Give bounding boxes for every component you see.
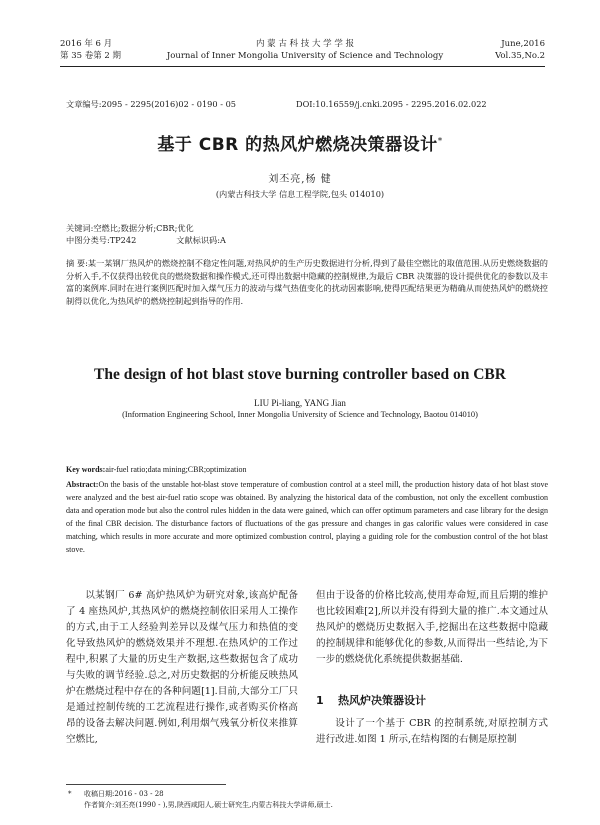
document-code: 文献标识码:A [176, 235, 226, 245]
running-header-left [60, 38, 121, 62]
keywords-en [66, 465, 548, 474]
section-number: 1 [316, 694, 324, 707]
running-header-right [495, 38, 545, 62]
authors-cn: 刘丕亮,杨 健 [268, 174, 332, 185]
abstract-label-en: Abstract: [66, 480, 99, 489]
paper-title-en: The design of hot blast stove burning controller based on CBR [94, 366, 506, 383]
clc-number: 中图分类号:TP242 [66, 235, 137, 245]
body-right-column-bottom: 设计了一个基于 CBR 的控制系统,对原控制方式进行改进.如图 1 所示,在结构图的右侧是原控制 [316, 718, 548, 745]
authors-en: LIU Pi-liang, YANG Jian [254, 398, 346, 408]
keywords-block-cn [66, 222, 546, 246]
footnote-rule [66, 784, 226, 785]
article-number: 文章编号:2095 - 2295(2016)02 - 0190 - 05 [66, 99, 236, 109]
article-meta [66, 99, 546, 110]
title-footnote-mark: * [437, 136, 443, 147]
volume-issue-en: Vol.35,No.2 [495, 51, 545, 61]
body-paragraph: 但由于设备的价格比较高,使用寿命短,而且后期的维护也比较困难[2],所以并没有得到大量的推广.本文通过从热风炉的燃烧历史数据入手,挖掘出在这些数据中隐藏的控制规律和能够优化的参数,从而得出一些结论,为下一步的燃烧优化系统提供数据基础. [316, 590, 548, 665]
volume-issue: 第 35 卷第 2 期 [60, 51, 122, 61]
body-right-column-top [316, 588, 548, 668]
footnote [70, 789, 550, 811]
issue-date-en: June,2016 [501, 39, 545, 49]
running-header-journal [160, 38, 450, 62]
footnote-star: * [68, 790, 72, 798]
abstract-text-en: On the basis of the unstable hot-blast stove temperature of combustion control at a steel mill, the production history data of hot blast stove were analyzed and the best air-fuel ratio scope was obtained. By analyzing the historical data of the combustion, not only the excellent combustion data and operation mode but also the control rules hidden in the data were gained, which can offer optimum parameters and case library for the design of the final CBR decision. The disturbance factors of fluctuations of the gas pressure and changes in gas calorific values were considered in case matching, which results in more accurate and more optimized combustion control, playing a guiding role for the combustion control of the hot blast stove. [66, 480, 548, 554]
paper-title-cn [0, 130, 600, 155]
section-heading [316, 692, 426, 708]
journal-name-cn: 内 蒙 古 科 技 大 学 学 报 [255, 39, 355, 49]
title-text-cn: 基于 CBR 的热风炉燃烧决策器设计 [157, 135, 438, 155]
received-date: 收稿日期:2016 - 03 - 28 [84, 790, 164, 798]
keywords-cn: 关键词:空燃比;数据分析;CBR;优化 [66, 223, 194, 233]
section-title: 热风炉决策器设计 [338, 694, 426, 707]
abstract-cn: 摘 要:某一某钢厂热风炉的燃烧控制不稳定性问题,对热风炉的生产历史数据进行分析,得到了最佳空燃比的取值范围.从历史燃烧数据的分析入手,不仅获得出较优良的燃烧数据和操作模式,还可得出数据中隐藏的控制规律,为最后 CBR 决策器的设计提供优化的参数以及丰富的案例库.同时在进行案例匹配时加入煤气压力的波动与煤气热值变化的扰动因素影响,使得匹配结果更为精确从而使热风炉的燃烧控制得以优化,为热风炉的燃烧控制起到指导的作用. [66, 258, 548, 306]
abstract-en [66, 478, 548, 556]
affiliation-en: (Information Engineering School, Inner Mongolia University of Science and Technology, Baotou 014010) [122, 410, 478, 419]
header-rule [60, 66, 545, 67]
body-left-column: 以某钢厂 6# 高炉热风炉为研究对象,该高炉配备了 4 座热风炉,其热风炉的燃烧控制依旧采用人工操作的方式,由于工人经验判差异以及煤气压力和热值的变化导致热风炉的燃烧效果并不理想.在热风炉的工作过程中,积累了大量的历史生产数据,这些数据包含了成功与失败的调节经验.总之,对历史数据的分析能反映热风炉在燃烧过程中存在的各种问题[1].目前,大部分工厂只是通过控制传统的工艺流程进行操作,或者购买价格高昂的设备去解决问题.例如,利用烟气残氧分析仪来推算空燃比, [66, 590, 298, 745]
keywords-text-en: air-fuel ratio;data mining;CBR;optimization [105, 465, 247, 474]
affiliation-cn: (内蒙古科技大学 信息工程学院,包头 014010) [215, 189, 385, 199]
classification-row [66, 234, 546, 246]
issue-date: 2016 年 6 月 [60, 39, 113, 49]
journal-name-en: Journal of Inner Mongolia University of Science and Technology [166, 51, 444, 61]
doi: DOI:10.16559/j.cnki.2095 - 2295.2016.02.022 [296, 99, 487, 109]
author-info: 作者简介:刘丕亮(1990 - ),男,陕西咸阳人,硕士研究生,内蒙古科技大学讲师,硕士. [84, 801, 333, 809]
keywords-label-en: Key words: [66, 465, 106, 474]
